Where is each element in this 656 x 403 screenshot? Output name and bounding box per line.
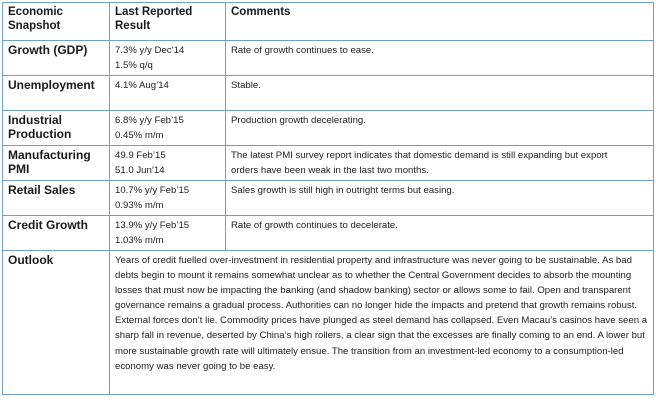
result-line: 4.1% Aug’14 xyxy=(115,80,169,91)
table-row xyxy=(3,216,654,251)
row-label: Retail Sales xyxy=(3,181,110,216)
result-line: 7.3% y/y Dec’14 xyxy=(115,45,185,56)
table-row xyxy=(3,181,654,216)
result-line: 0.93% m/m xyxy=(115,200,164,211)
comment-line: Sales growth is still high in outright terms but easing. xyxy=(231,185,455,196)
comment-line: The latest PMI survey report indicates that domestic demand is still expanding but export xyxy=(231,150,608,161)
table-row xyxy=(3,146,654,181)
comment-cell xyxy=(226,146,654,181)
result-line: 51.0 Jun’14 xyxy=(115,165,165,176)
result-line: 10.7% y/y Feb’15 xyxy=(115,185,190,196)
comment-cell xyxy=(226,41,654,76)
result-line: 6.8% y/y Feb’15 xyxy=(115,115,184,126)
result-cell xyxy=(110,216,226,251)
result-line: 0.45% m/m xyxy=(115,130,164,141)
comment-cell xyxy=(226,111,654,146)
outlook-row xyxy=(3,251,654,395)
row-label: Credit Growth xyxy=(3,216,110,251)
row-label: Industrial Production xyxy=(3,111,110,146)
header-comments: Comments xyxy=(226,3,654,41)
result-line: 1.03% m/m xyxy=(115,235,164,246)
comment-line: Stable. xyxy=(231,80,261,91)
table-row xyxy=(3,111,654,146)
table-header-row xyxy=(3,3,654,41)
result-cell xyxy=(110,181,226,216)
result-line: 13.9% y/y Feb’15 xyxy=(115,220,190,231)
comment-line: orders have been weak in the last two months. xyxy=(231,165,429,176)
outlook-label: Outlook xyxy=(3,251,110,395)
outlook-text: Years of credit fuelled over-investment in residential property and infrastructure was never going to be sustainable. As bad debts begin to mount it remains somewhat unclear as to whether the Central Government decides to absorb the mounting losses that must now be impacting the banking (and shadow banking) sector or allows some to fail. Open and transparent governance remains a gradual process. Authorities can no longer hide the impacts and pretend that growth remains robust. External forces don’t lie. Commodity prices have plunged as steel demand has collapsed. Even Macau’s casinos have seen a sharp fall in revenue, deserted by China’s high rollers, a clear sign that the excesses are finally coming to an end. A lower but more sustainable growth rate will ultimately ensue. The transition from an investment-led economy to a consumption-led economy was never going to be easy. xyxy=(110,251,654,395)
table-row xyxy=(3,41,654,76)
result-cell xyxy=(110,146,226,181)
comment-cell xyxy=(226,216,654,251)
comment-cell xyxy=(226,181,654,216)
row-label: Unemployment xyxy=(3,76,110,111)
row-label: Manufacturing PMI xyxy=(3,146,110,181)
comment-cell xyxy=(226,76,654,111)
result-cell xyxy=(110,76,226,111)
result-cell xyxy=(110,41,226,76)
table-row xyxy=(3,76,654,111)
header-last-reported-result: Last Reported Result xyxy=(110,3,226,41)
result-line: 1.5% q/q xyxy=(115,60,153,71)
result-cell xyxy=(110,111,226,146)
comment-line: Rate of growth continues to ease. xyxy=(231,45,374,56)
header-economic-snapshot: Economic Snapshot xyxy=(3,3,110,41)
result-line: 49.9 Feb’15 xyxy=(115,150,166,161)
row-label: Growth (GDP) xyxy=(3,41,110,76)
comment-line: Production growth decelerating. xyxy=(231,115,366,126)
comment-line: Rate of growth continues to decelerate. xyxy=(231,220,398,231)
economic-snapshot-table xyxy=(2,2,654,395)
